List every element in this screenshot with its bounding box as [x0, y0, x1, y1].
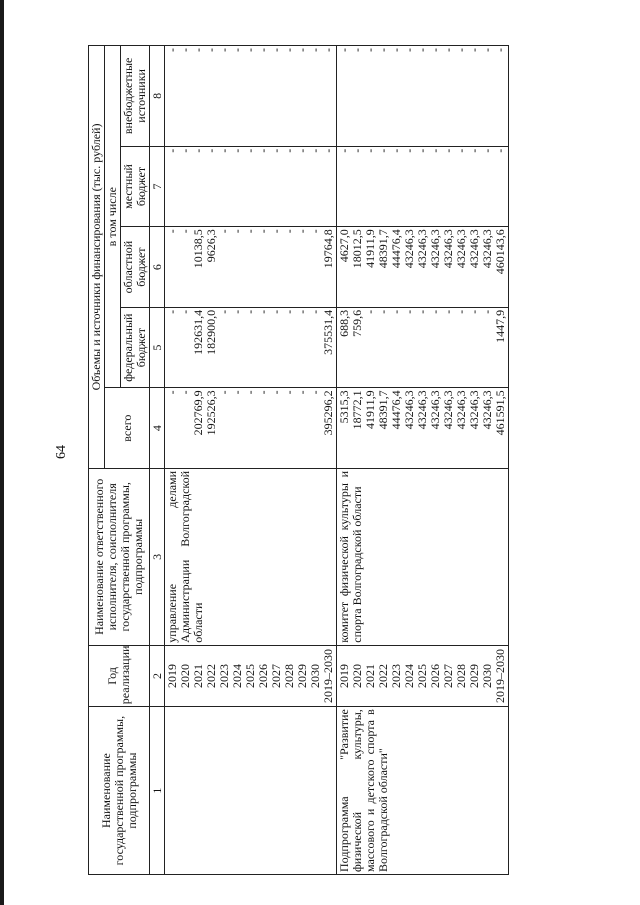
- federal-cell-value: 688,3: [337, 309, 351, 337]
- total-cell-value: 18772,1: [350, 390, 364, 430]
- year-cell-value: 2024: [230, 663, 244, 688]
- total-cell-value: -: [165, 390, 179, 395]
- regional-cell-value: 19764,8: [321, 229, 335, 269]
- total-cell-value: -: [269, 390, 283, 395]
- federal-cell-value: 375531,4: [321, 309, 335, 355]
- local-cell-value: -: [337, 148, 351, 153]
- local-cell-value: -: [467, 148, 481, 153]
- header-total: всего: [105, 388, 150, 469]
- local-cell-value: -: [204, 148, 218, 153]
- header-regional: областной бюджет: [121, 227, 150, 308]
- header-program-name: Наименование государственной программы, подпрограммы: [89, 707, 150, 875]
- total-cell-value: 5315,3: [337, 390, 351, 424]
- local-cell-value: -: [428, 148, 442, 153]
- year-cell-value: 2024: [402, 663, 416, 688]
- federal-cell-value: -: [230, 309, 244, 314]
- year-cell-value: 2028: [282, 663, 296, 688]
- total-cell-value: 43246,3: [480, 390, 494, 430]
- total-cell-value: 202769,9: [191, 390, 205, 436]
- year-cell-value: 2022: [204, 663, 218, 688]
- column-number-row: [150, 46, 165, 875]
- regional-cell: [165, 227, 337, 308]
- regional-cell-value: 44476,4: [389, 229, 403, 269]
- federal-cell-value: -: [480, 309, 494, 314]
- extrabudget-cell-value: -: [204, 48, 218, 52]
- program-name-cell: Подпрограмма "Развитие физической культуры, массового и детского спорта в Волгоградской области": [337, 707, 509, 875]
- total-cell-value: 43246,3: [467, 390, 481, 430]
- extrabudget-cell-value: -: [337, 48, 351, 52]
- year-cell-value: 2021: [363, 663, 377, 688]
- local-cell-value: -: [389, 148, 403, 153]
- extrabudget-cell-value: -: [256, 48, 270, 52]
- local-cell-value: -: [376, 148, 390, 153]
- regional-cell-value: -: [269, 229, 283, 234]
- total-cell: [337, 388, 509, 469]
- federal-cell-value: -: [243, 309, 257, 314]
- year-cell-value: 2020: [178, 663, 192, 688]
- header-funding-group: Объемы и источники финансирования (тыс. рублей): [89, 46, 105, 469]
- local-cell-value: -: [295, 148, 309, 153]
- year-cell-value: 2019–2030: [493, 648, 507, 703]
- column-number: 8: [150, 46, 165, 147]
- total-cell-value: 41911,9: [363, 390, 377, 429]
- extrabudget-cell: [337, 46, 509, 147]
- local-cell-value: -: [256, 148, 270, 153]
- total-cell-value: 43246,3: [415, 390, 429, 430]
- regional-cell: [337, 227, 509, 308]
- regional-cell-value: 43246,3: [441, 229, 455, 269]
- extrabudget-cell-value: -: [493, 48, 507, 52]
- total-cell-value: 44476,4: [389, 390, 403, 430]
- regional-cell-value: -: [282, 229, 296, 234]
- local-cell-value: -: [178, 148, 192, 153]
- page-number: 64: [54, 445, 69, 459]
- extrabudget-cell-value: -: [282, 48, 296, 52]
- year-cell-value: 2030: [308, 663, 322, 688]
- federal-cell-value: -: [178, 309, 192, 314]
- federal-cell-value: -: [363, 309, 377, 314]
- header-federal: федеральный бюджет: [121, 307, 150, 388]
- federal-cell-value: -: [454, 309, 468, 314]
- federal-cell-value: -: [165, 309, 179, 314]
- federal-cell-value: -: [269, 309, 283, 314]
- regional-cell-value: 48391,7: [376, 229, 390, 269]
- extrabudget-cell-value: -: [428, 48, 442, 52]
- year-cell-value: 2023: [389, 663, 403, 688]
- extrabudget-cell-value: -: [480, 48, 494, 52]
- total-cell-value: 395296,2: [321, 390, 335, 436]
- extrabudget-cell-value: -: [191, 48, 205, 52]
- column-number: 1: [150, 707, 165, 875]
- year-cell-value: 2029: [467, 663, 481, 688]
- regional-cell-value: -: [230, 229, 244, 234]
- extrabudget-cell-value: -: [308, 48, 322, 52]
- federal-cell-value: 759,6: [350, 309, 364, 337]
- extrabudget-cell-value: -: [165, 48, 179, 52]
- extrabudget-cell-value: -: [363, 48, 377, 52]
- program-name-cell: [165, 707, 337, 875]
- total-cell-value: -: [230, 390, 244, 395]
- extrabudget-cell-value: -: [269, 48, 283, 52]
- year-cell-value: 2022: [376, 663, 390, 688]
- year-cell-value: 2019: [165, 663, 179, 688]
- year-cell-value: 2027: [441, 663, 455, 688]
- regional-cell-value: 18012,5: [350, 229, 364, 269]
- year-cell-value: 2026: [256, 663, 270, 688]
- year-cell-value: 2025: [415, 663, 429, 688]
- regional-cell-value: 43246,3: [415, 229, 429, 269]
- year-cell-value: 2019: [337, 663, 351, 688]
- local-cell-value: -: [363, 148, 377, 153]
- total-cell-value: -: [308, 390, 322, 395]
- federal-cell: [337, 307, 509, 388]
- federal-cell: [165, 307, 337, 388]
- regional-cell-value: 460143,6: [493, 229, 507, 275]
- total-cell-value: 43246,3: [428, 390, 442, 430]
- regional-cell-value: -: [295, 229, 309, 234]
- regional-cell-value: -: [217, 229, 231, 234]
- federal-cell-value: -: [376, 309, 390, 314]
- federal-cell-value: -: [295, 309, 309, 314]
- total-cell: [165, 388, 337, 469]
- regional-cell-value: -: [308, 229, 322, 234]
- regional-cell-value: 4627,0: [337, 229, 351, 263]
- year-cell-value: 2023: [217, 663, 231, 688]
- page-edge-border: [0, 0, 4, 905]
- regional-cell-value: 43246,3: [428, 229, 442, 269]
- total-cell-value: 48391,7: [376, 390, 390, 430]
- local-cell-value: -: [441, 148, 455, 153]
- regional-cell-value: 43246,3: [454, 229, 468, 269]
- regional-cell-value: 9626,3: [204, 229, 218, 263]
- year-cell-value: 2025: [243, 663, 257, 688]
- local-cell-value: -: [402, 148, 416, 153]
- regional-cell-value: 10138,5: [191, 229, 205, 269]
- federal-cell-value: -: [415, 309, 429, 314]
- local-cell-value: -: [282, 148, 296, 153]
- federal-cell-value: -: [389, 309, 403, 314]
- total-cell-value: 43246,3: [454, 390, 468, 430]
- total-cell-value: 192526,3: [204, 390, 218, 436]
- total-cell-value: -: [295, 390, 309, 395]
- executor-cell: комитет физической культуры и спорта Волгоградской области: [337, 468, 509, 645]
- local-cell-value: -: [217, 148, 231, 153]
- local-cell-value: -: [350, 148, 364, 153]
- year-cell-value: 2030: [480, 663, 494, 688]
- executor-cell: управление делами Администрации Волгоградской области: [165, 468, 337, 645]
- total-cell-value: -: [282, 390, 296, 395]
- extrabudget-cell-value: -: [217, 48, 231, 52]
- extrabudget-cell-value: -: [230, 48, 244, 52]
- regional-cell-value: -: [165, 229, 179, 234]
- extrabudget-cell-value: -: [178, 48, 192, 52]
- extrabudget-cell-value: -: [415, 48, 429, 52]
- year-cell-value: 2020: [350, 663, 364, 688]
- total-cell-value: 461591,5: [493, 390, 507, 436]
- federal-cell-value: -: [402, 309, 416, 314]
- federal-cell-value: -: [467, 309, 481, 314]
- total-cell-value: -: [178, 390, 192, 395]
- total-cell-value: 43246,3: [441, 390, 455, 430]
- federal-cell-value: -: [428, 309, 442, 314]
- extrabudget-cell-value: -: [350, 48, 364, 52]
- year-cell-value: 2029: [295, 663, 309, 688]
- column-number: 7: [150, 146, 165, 227]
- extrabudget-cell-value: -: [321, 48, 335, 52]
- local-cell-value: -: [321, 148, 335, 153]
- year-cell: [337, 645, 509, 707]
- year-cell-value: 2027: [269, 663, 283, 688]
- regional-cell-value: -: [256, 229, 270, 234]
- extrabudget-cell-value: -: [389, 48, 403, 52]
- federal-cell-value: -: [217, 309, 231, 314]
- local-cell-value: -: [191, 148, 205, 153]
- total-cell-value: -: [243, 390, 257, 395]
- local-cell: [165, 146, 337, 227]
- local-cell-value: -: [269, 148, 283, 153]
- header-extrabudget: внебюджетные источники: [121, 46, 150, 147]
- year-cell-value: 2028: [454, 663, 468, 688]
- total-cell-value: 43246,3: [402, 390, 416, 430]
- federal-cell-value: -: [441, 309, 455, 314]
- regional-cell-value: 43246,3: [402, 229, 416, 269]
- header-including: в том числе: [105, 46, 121, 388]
- rotated-table-container: [88, 45, 507, 875]
- extrabudget-cell-value: -: [441, 48, 455, 52]
- column-number: 2: [150, 645, 165, 707]
- year-cell-value: 2021: [191, 663, 205, 688]
- table-row: [337, 46, 509, 875]
- extrabudget-cell: [165, 46, 337, 147]
- column-number: 3: [150, 468, 165, 645]
- header-executor: Наименование ответственного исполнителя, соисполнителя государственной программы, подпрограммы: [89, 468, 150, 645]
- column-number: 6: [150, 227, 165, 308]
- extrabudget-cell-value: -: [295, 48, 309, 52]
- header-year: Год реализации: [89, 645, 150, 707]
- local-cell-value: -: [243, 148, 257, 153]
- local-cell: [337, 146, 509, 227]
- column-number: 4: [150, 388, 165, 469]
- regional-cell-value: 43246,3: [467, 229, 481, 269]
- regional-cell-value: -: [178, 229, 192, 234]
- local-cell-value: -: [165, 148, 179, 153]
- extrabudget-cell-value: -: [376, 48, 390, 52]
- federal-cell-value: 1447,9: [493, 309, 507, 343]
- federal-cell-value: 182900,0: [204, 309, 218, 355]
- local-cell-value: -: [230, 148, 244, 153]
- column-number: 5: [150, 307, 165, 388]
- federal-cell-value: -: [308, 309, 322, 314]
- regional-cell-value: -: [243, 229, 257, 234]
- federal-cell-value: -: [282, 309, 296, 314]
- federal-cell-value: -: [256, 309, 270, 314]
- local-cell-value: -: [415, 148, 429, 153]
- year-cell: [165, 645, 337, 707]
- federal-cell-value: 192631,4: [191, 309, 205, 355]
- extrabudget-cell-value: -: [243, 48, 257, 52]
- extrabudget-cell-value: -: [402, 48, 416, 52]
- extrabudget-cell-value: -: [454, 48, 468, 52]
- regional-cell-value: 41911,9: [363, 229, 377, 268]
- local-cell-value: -: [308, 148, 322, 153]
- local-cell-value: -: [480, 148, 494, 153]
- total-cell-value: -: [256, 390, 270, 395]
- table-row: [165, 46, 337, 875]
- extrabudget-cell-value: -: [467, 48, 481, 52]
- regional-cell-value: 43246,3: [480, 229, 494, 269]
- financing-table: [88, 45, 509, 875]
- year-cell-value: 2019–2030: [321, 648, 335, 703]
- year-cell-value: 2026: [428, 663, 442, 688]
- header-local: местный бюджет: [121, 146, 150, 227]
- local-cell-value: -: [493, 148, 507, 153]
- total-cell-value: -: [217, 390, 231, 395]
- local-cell-value: -: [454, 148, 468, 153]
